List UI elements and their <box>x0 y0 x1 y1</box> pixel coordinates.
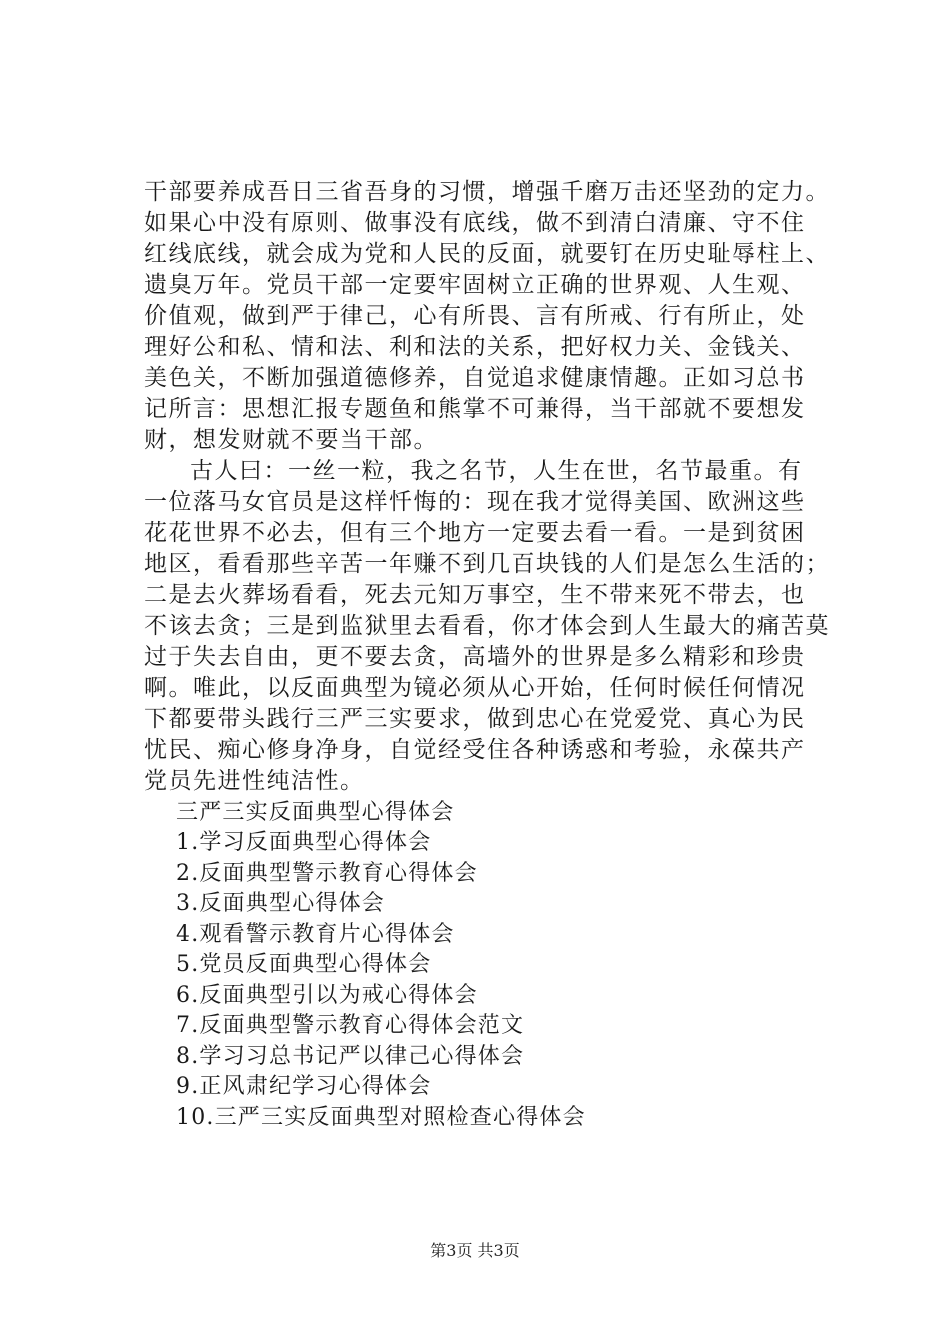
list-item: 5.党员反面典型心得体会 <box>176 952 432 977</box>
text-line: 如果心中没有原则、做事没有底线，做不到清白清廉、守不住 <box>144 210 806 236</box>
text-line: 遗臭万年。党员干部一定要牢固树立正确的世界观、人生观、 <box>144 272 806 298</box>
list-item: 7.反面典型警示教育心得体会范文 <box>176 1013 525 1038</box>
list-item: 8.学习习总书记严以律己心得体会 <box>176 1043 525 1069</box>
paragraph-2 <box>144 456 830 797</box>
text-line: 下都要带头践行三严三实要求，做到忠心在党爱党、真心为民 <box>144 706 806 732</box>
list-item: 4.观看警示教育片心得体会 <box>176 921 455 947</box>
text-line: 过于失去自由，更不要去贪，高墙外的世界是多么精彩和珍贵 <box>144 644 806 670</box>
text-line: 二是去火葬场看看，死去元知万事空，生不带来死不带去，也 <box>144 582 806 608</box>
text-line: 花花世界不必去，但有三个地方一定要去看一看。一是到贫困 <box>144 520 806 546</box>
list-item: 2.反面典型警示教育心得体会 <box>176 860 478 886</box>
list-item: 3.反面典型心得体会 <box>176 891 385 916</box>
text-line: 美色关，不断加强道德修养，自觉追求健康情趣。正如习总书 <box>144 365 806 391</box>
text-line: 红线底线，就会成为党和人民的反面，就要钉在历史耻辱柱上、 <box>144 241 830 267</box>
text-line: 党员先进性纯洁性。 <box>144 768 365 794</box>
text-line: 地区，看看那些辛苦一年赚不到几百块钱的人们是怎么生活的； <box>144 551 830 577</box>
text-line: 古人曰：一丝一粒，我之名节，人生在世，名节最重。有 <box>190 458 803 484</box>
text-line: 忧民、痴心修身净身，自觉经受住各种诱惑和考验，永葆共产 <box>144 737 806 763</box>
text-line: 啊。唯此，以反面典型为镜必须从心开始，任何时候任何情况 <box>144 675 806 701</box>
text-line: 理好公和私、情和法、利和法的关系，把好权力关、金钱关、 <box>144 334 806 360</box>
related-list <box>144 797 824 1133</box>
text-line: 价值观，做到严于律己，心有所畏、言有所戒、行有所止，处 <box>144 303 806 329</box>
paragraph-1 <box>144 177 830 456</box>
list-item: 9.正风肃纪学习心得体会 <box>176 1074 432 1099</box>
list-title: 三严三实反面典型心得体会 <box>176 800 455 825</box>
list-item: 1.学习反面典型心得体会 <box>176 830 432 855</box>
text-line: 不该去贪；三是到监狱里去看看，你才体会到人生最大的痛苦莫 <box>144 613 830 639</box>
page-footer: 第3页 共3页 <box>430 1241 520 1260</box>
text-line: 一位落马女官员是这样忏悔的：现在我才觉得美国、欧洲这些 <box>144 489 806 515</box>
list-item: 10.三严三实反面典型对照检查心得体会 <box>176 1104 586 1130</box>
text-line: 财，想发财就不要当干部。 <box>144 427 438 453</box>
document-body <box>144 177 830 1133</box>
list-item: 6.反面典型引以为戒心得体会 <box>176 982 478 1008</box>
text-line: 干部要养成吾日三省吾身的习惯，增强千磨万击还坚劲的定力。 <box>144 179 830 205</box>
text-line: 记所言：思想汇报专题鱼和熊掌不可兼得，当干部就不要想发 <box>144 396 806 422</box>
